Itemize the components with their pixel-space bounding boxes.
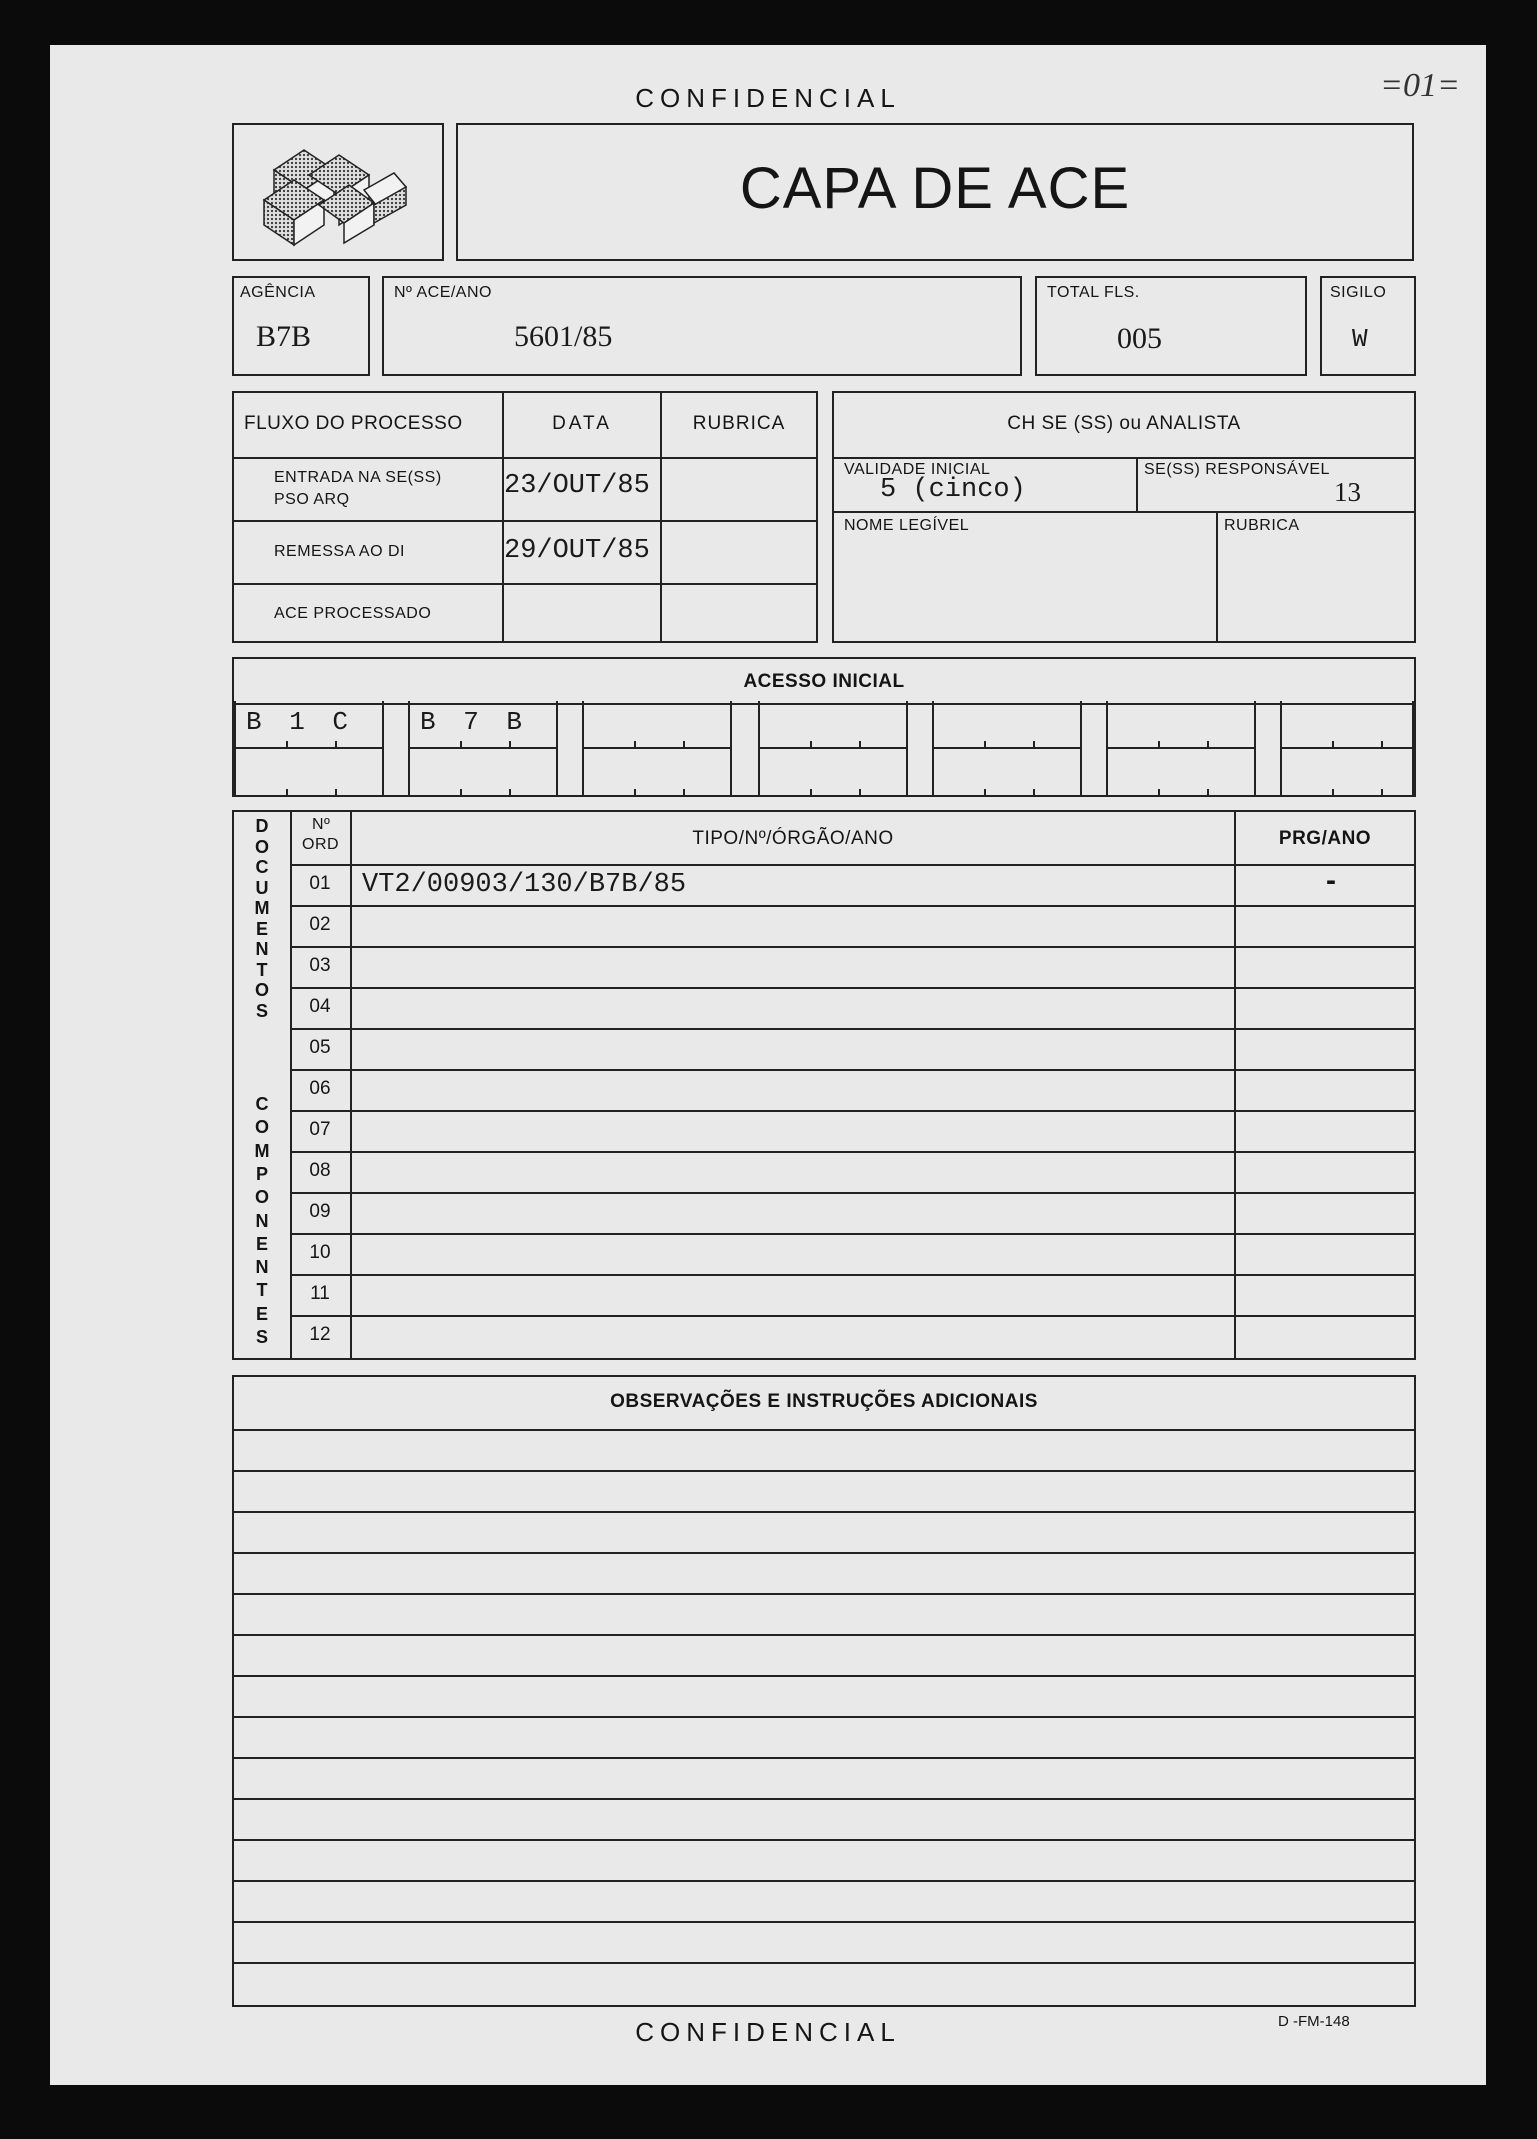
ruled-line	[234, 1675, 1414, 1677]
side-letter-documentos: O	[254, 980, 269, 1000]
ruled-line	[234, 1839, 1414, 1841]
ruled-line	[234, 1880, 1414, 1882]
documentos-table	[232, 810, 1416, 1360]
validade-value: 5 (cinco)	[880, 475, 1026, 505]
row-ord: 03	[309, 955, 331, 976]
row-tipo: VT2/00903/130/B7B/85	[362, 870, 687, 900]
analista-title: CH SE (SS) ou ANALISTA	[1007, 413, 1241, 434]
side-letter-componentes: N	[255, 1257, 269, 1278]
side-letter-componentes: E	[255, 1303, 268, 1324]
fluxo-row-entrada-label-2: PSO ARQ	[274, 491, 350, 508]
tipo-label: TIPO/Nº/ÓRGÃO/ANO	[692, 828, 894, 849]
side-letter-componentes: C	[255, 1094, 269, 1114]
ruled-line	[234, 1511, 1414, 1513]
table-row	[290, 905, 1414, 946]
total-fls-value: 005	[1117, 322, 1162, 355]
sigilo-box	[1320, 276, 1416, 376]
row-ord: 07	[309, 1119, 331, 1140]
analista-rubrica-label: RUBRICA	[1224, 517, 1300, 534]
ace-ano-box	[382, 276, 1022, 376]
ruled-line	[234, 1921, 1414, 1923]
acesso-code: B 7 B	[420, 707, 529, 737]
total-fls-label: TOTAL FLS.	[1047, 284, 1140, 301]
acesso-cell	[758, 701, 908, 797]
fluxo-row-entrada-date: 23/OUT/85	[504, 471, 650, 501]
row-ord: 05	[309, 1037, 331, 1058]
table-row	[290, 1069, 1414, 1110]
fluxo-rubrica-label: RUBRICA	[692, 413, 786, 434]
nome-legivel-label: NOME LEGÍVEL	[844, 517, 970, 534]
side-letter-documentos: C	[255, 857, 269, 877]
observacoes-title: OBSERVAÇÕES E INSTRUÇÕES ADICIONAIS	[610, 1391, 1038, 1412]
ruled-line	[234, 1429, 1414, 1431]
acesso-title: ACESSO INICIAL	[743, 671, 905, 692]
side-letter-documentos: S	[255, 1000, 268, 1021]
table-row	[290, 946, 1414, 987]
side-letter-componentes: O	[254, 1187, 269, 1208]
acesso-cell	[234, 701, 384, 797]
table-row	[290, 1151, 1414, 1192]
ruled-line	[234, 1552, 1414, 1554]
table-row	[290, 1233, 1414, 1274]
table-row	[290, 1192, 1414, 1233]
ruled-line	[234, 1470, 1414, 1472]
side-letter-documentos: U	[255, 877, 269, 898]
se-responsavel-value: 13	[1334, 477, 1361, 507]
side-letter-documentos: N	[255, 939, 269, 959]
ace-ano-label: Nº ACE/ANO	[394, 284, 492, 301]
row-ord: 11	[310, 1283, 330, 1304]
row-ord: 01	[309, 873, 331, 894]
ruled-line	[234, 1798, 1414, 1800]
form-code: D -FM-148	[1278, 2013, 1350, 2030]
acesso-code: B 1 C	[246, 707, 355, 737]
total-fls-box	[1035, 276, 1307, 376]
agencia-value: B7B	[256, 320, 312, 353]
side-letter-componentes: N	[255, 1210, 269, 1231]
side-letter-componentes: E	[255, 1233, 268, 1254]
side-letter-documentos: D	[255, 816, 269, 836]
se-responsavel-label: SE(SS) RESPONSÁVEL	[1144, 461, 1330, 478]
table-row	[290, 1028, 1414, 1069]
side-letter-componentes: M	[254, 1140, 270, 1161]
classification-top: CONFIDENCIAL	[635, 83, 901, 113]
title-box	[456, 123, 1414, 261]
side-letter-documentos: E	[255, 918, 268, 939]
fluxo-row-processado-label: ACE PROCESSADO	[274, 605, 432, 622]
side-letter-documentos: T	[256, 959, 268, 980]
side-letter-documentos: O	[254, 836, 269, 857]
ace-ano-value: 5601/85	[514, 320, 613, 353]
stacked-cubes-logo-icon	[234, 125, 442, 259]
fluxo-title: FLUXO DO PROCESSO	[244, 413, 463, 434]
fluxo-data-label: DATA	[552, 413, 612, 434]
page-title: CAPA DE ACE	[739, 156, 1131, 221]
row-ord: 04	[309, 996, 331, 1017]
row-ord: 02	[309, 914, 331, 935]
side-letter-componentes: S	[255, 1327, 268, 1347]
table-row	[290, 1274, 1414, 1315]
side-letter-documentos: M	[254, 898, 270, 918]
agencia-label: AGÊNCIA	[240, 284, 316, 301]
ruled-line	[234, 1757, 1414, 1759]
ord-label-1: Nº	[312, 816, 331, 833]
classification-bottom: CONFIDENCIAL	[635, 2017, 901, 2047]
validade-label: VALIDADE INICIAL	[844, 461, 991, 478]
ruled-line	[234, 1716, 1414, 1718]
fluxo-row-entrada-label: ENTRADA NA SE(SS)	[274, 469, 442, 486]
row-ord: 10	[309, 1242, 331, 1263]
agencia-box	[232, 276, 370, 376]
acesso-cell	[1106, 701, 1256, 797]
acesso-cell	[932, 701, 1082, 797]
table-row	[290, 864, 1414, 905]
acesso-cell	[408, 701, 558, 797]
row-prg: -	[1326, 864, 1336, 897]
ord-label-2: ORD	[302, 836, 340, 853]
side-letter-componentes: T	[256, 1280, 268, 1301]
prg-label: PRG/ANO	[1278, 828, 1372, 849]
page-mark: =01=	[1380, 67, 1460, 104]
fluxo-row-remessa-date: 29/OUT/85	[504, 536, 650, 566]
ruled-line	[234, 1593, 1414, 1595]
table-row	[290, 1315, 1414, 1356]
row-ord: 12	[309, 1324, 331, 1345]
fluxo-row-remessa-label: REMESSA AO DI	[274, 543, 405, 560]
logo-box	[232, 123, 444, 261]
form-sheet	[50, 45, 1486, 2085]
analista-table	[832, 391, 1416, 643]
side-letter-componentes: P	[255, 1163, 268, 1184]
ruled-line	[234, 1962, 1414, 1964]
side-letter-componentes: O	[254, 1117, 269, 1138]
row-ord: 08	[309, 1160, 331, 1181]
ruled-line	[234, 1634, 1414, 1636]
acesso-cell	[582, 701, 732, 797]
sigilo-value: W	[1352, 324, 1368, 354]
observacoes-box	[232, 1375, 1416, 2007]
fluxo-table	[232, 391, 818, 643]
table-row	[290, 1110, 1414, 1151]
row-ord: 06	[309, 1078, 331, 1099]
sigilo-label: SIGILO	[1330, 284, 1387, 301]
acesso-cell	[1280, 701, 1414, 797]
row-ord: 09	[309, 1201, 331, 1222]
table-row	[290, 987, 1414, 1028]
